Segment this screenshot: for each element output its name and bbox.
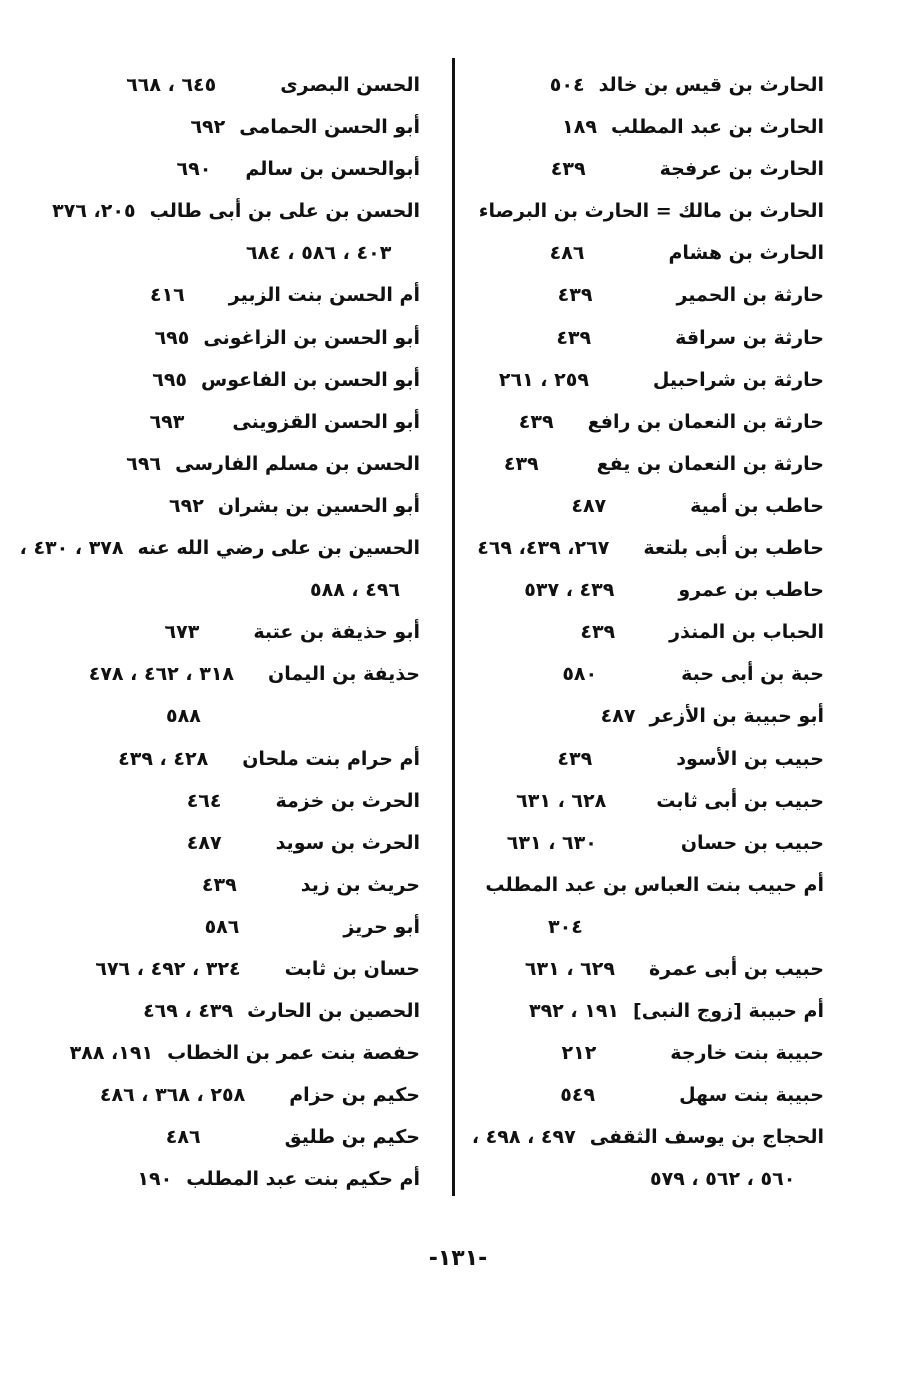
index-entry [462, 738, 824, 780]
entry-pages: ٤٨٦ [165, 1126, 201, 1149]
index-entry [70, 401, 420, 443]
entry-name: الحجاج بن يوسف الثقفى [589, 1126, 824, 1149]
entry-name: أم حرام بنت ملحان [242, 747, 420, 770]
entry-pages: ٤٣٩ [557, 284, 593, 307]
index-entry [462, 948, 824, 990]
left-index-column [19, 64, 420, 1201]
entry-name: حبيبة بنت خارجة [670, 1042, 824, 1065]
index-entry [462, 906, 824, 948]
index-entry [462, 864, 824, 906]
entry-name: حاطب بن أمية [690, 494, 824, 517]
index-entry [462, 190, 824, 232]
index-entry [70, 569, 420, 611]
index-entry [462, 1158, 824, 1200]
index-entry [70, 485, 420, 527]
index-entry [462, 1074, 824, 1116]
index-entry [462, 569, 824, 611]
index-entry [462, 990, 824, 1032]
index-entry [462, 1116, 824, 1158]
entry-name: حكيم بن حزام [289, 1084, 420, 1107]
entry-pages: ٦٣٠ ، ٦٣١ [506, 831, 597, 854]
index-entry [462, 106, 824, 148]
entry-pages: ٤١٦ [149, 284, 185, 307]
entry-pages: ٤٦٤ [186, 789, 222, 812]
entry-name: الحرث بن خزمة [275, 789, 420, 812]
index-entry [462, 317, 824, 359]
index-entry [70, 1032, 420, 1074]
index-entry [70, 443, 420, 485]
index-entry [70, 738, 420, 780]
entry-name: الحارث بن عبد المطلب [610, 116, 824, 139]
entry-pages: ٥٠٤ [549, 74, 585, 96]
entry-name: حبيب بن الأسود [676, 747, 824, 770]
entry-name: حبيب بن أبى ثابت [656, 789, 824, 812]
entry-pages: ٦٩٢ [169, 494, 204, 517]
entry-name: الحسن بن مسلم الفارسى [175, 452, 420, 475]
index-entry [462, 527, 824, 569]
entry-name: حارثة بن سراقة [675, 326, 824, 349]
index-entry [52, 190, 420, 232]
entry-pages: ١٩١ ، ٣٩٢ [528, 1000, 620, 1023]
column-divider [452, 58, 455, 1196]
entry-pages: ٤٣٩ [556, 326, 592, 349]
entry-pages: ٣٢٤ ، ٤٩٢ ، ٦٧٦ [95, 957, 241, 980]
entry-name: حسان بن ثابت [284, 957, 420, 980]
entry-name: الحارث بن مالك = الحارث بن البرصاء [478, 200, 824, 223]
entry-pages: ٦٩٥ [154, 326, 190, 349]
index-entry [70, 822, 420, 864]
entry-name: حاطب بن عمرو [678, 579, 824, 602]
index-entry [462, 822, 824, 864]
entry-pages: ٤٨٧ [600, 705, 636, 728]
entry-name: حريث بن زيد [300, 873, 420, 896]
entry-pages: ١٨٩ [562, 116, 597, 139]
entry-pages: ٢٥٩ ، ٢٦١ [498, 368, 589, 391]
entry-pages: ٢٥٨ ، ٣٦٨ ، ٤٨٦ [99, 1084, 246, 1107]
entry-pages: ١٩٠ [137, 1168, 173, 1191]
index-entry [70, 1158, 420, 1200]
index-entry [70, 948, 420, 990]
index-entry [70, 317, 420, 359]
entry-name: حبيبة بنت سهل [679, 1084, 824, 1107]
index-entry [70, 232, 420, 274]
entry-pages: ٦٢٨ ، ٦٣١ [516, 789, 607, 812]
entry-name: الحارث بن قيس بن خالد [598, 74, 824, 96]
entry-name: حذيفة بن اليمان [268, 663, 420, 686]
entry-name: أبو حبيبة بن الأزعر [649, 705, 824, 728]
entry-name: حبيب بن أبى عمرة [648, 957, 824, 980]
entry-pages: ٦٩٥ [152, 368, 188, 391]
entry-pages: ٤٣٩ [518, 410, 554, 433]
index-entry [70, 1074, 420, 1116]
entry-pages: ٢٠٥، ٣٧٦ [52, 200, 136, 223]
index-entry [462, 148, 824, 190]
entry-pages: ٣١٨ ، ٤٦٢ ، ٤٧٨ [88, 663, 235, 686]
entry-pages: ٤٨٦ [549, 242, 585, 265]
entry-name: أم حبيبة [زوج النبى] [633, 1000, 824, 1023]
entry-name: الحارث بن عرفجة [659, 158, 824, 181]
index-entry [462, 232, 824, 274]
entry-pages: ٣٠٤ [548, 915, 583, 938]
entry-name: الحرث بن سويد [275, 831, 420, 854]
entry-pages: ٦٩٦ [126, 452, 162, 475]
entry-name: أبو الحسن بن الزاغونى [203, 326, 420, 349]
entry-name: أبو حريز [343, 915, 420, 938]
entry-pages: ٥٦٠ ، ٥٦٢ ، ٥٧٩ [650, 1168, 796, 1191]
entry-name: حبة بن أبى حبة [681, 663, 824, 686]
entry-name: حارثة بن النعمان بن رافع [587, 410, 824, 433]
entry-name: أبوالحسن بن سالم [245, 158, 420, 181]
index-entry [70, 359, 420, 401]
entry-pages: ٤٣٩ ، ٥٣٧ [524, 579, 615, 602]
entry-pages: ٦٢٩ ، ٦٣١ [524, 957, 615, 980]
index-entry [462, 274, 824, 316]
index-entry [70, 653, 420, 695]
entry-pages: ٦٩٣ [149, 410, 185, 433]
index-entry [462, 64, 824, 106]
entry-pages: ٣٧٨ ، ٤٣٠ ، [19, 537, 124, 560]
index-entry [70, 1116, 420, 1158]
entry-pages: ٤٣٩ [550, 158, 586, 181]
entry-pages: ٥٤٩ [560, 1084, 596, 1107]
entry-pages: ٥٨٠ [562, 663, 598, 686]
index-entry [70, 695, 420, 737]
entry-pages: ٤٣٩ [201, 873, 237, 896]
entry-name: أم حبيب بنت العباس بن عبد المطلب [485, 873, 824, 896]
entry-pages: ٦٤٥ ، ٦٦٨ [126, 74, 217, 96]
index-entry [462, 695, 824, 737]
entry-pages: ٢١٢ [561, 1042, 597, 1065]
entry-pages: ٤٨٧ [571, 494, 607, 517]
right-index-column [462, 64, 824, 1201]
index-entry [462, 443, 824, 485]
index-entry [70, 990, 420, 1032]
entry-name: الحباب بن المنذر [669, 621, 824, 644]
entry-name: الحسن البصرى [280, 74, 420, 96]
entry-pages: ٥٨٦ [204, 915, 240, 938]
entry-name: حاطب بن أبى بلتعة [643, 537, 824, 560]
entry-name: حفصة بنت عمر بن الخطاب [167, 1042, 420, 1065]
entry-name: الحصين بن الحارث [247, 1000, 420, 1023]
index-entry [462, 401, 824, 443]
entry-pages: ٦٩٠ [176, 158, 212, 181]
entry-pages: ٤٩٦ ، ٥٨٨ [310, 579, 401, 602]
index-entry [462, 653, 824, 695]
entry-name: حارثة بن النعمان بن يفع [596, 452, 824, 475]
entry-name: أبو حذيفة بن عتبة [253, 621, 420, 644]
index-entry [70, 64, 420, 106]
index-entry [462, 485, 824, 527]
index-entry [70, 148, 420, 190]
entry-name: أبو الحسن القزوينى [232, 410, 420, 433]
index-entry [70, 274, 420, 316]
entry-name: أم حكيم بنت عبد المطلب [186, 1168, 420, 1191]
index-entry [70, 106, 420, 148]
page-number: -١٣١- [428, 1246, 488, 1271]
entry-name: الحسين بن على رضي الله عنه [137, 537, 420, 560]
entry-name: أبو الحسن الحمامى [239, 116, 420, 139]
entry-pages: ٤٩٧ ، ٤٩٨ ، [471, 1126, 576, 1149]
entry-pages: ٥٨٨ [166, 705, 201, 728]
entry-pages: ٦٧٣ [164, 621, 200, 644]
entry-pages: ٤٣٩ [503, 452, 539, 475]
entry-name: أبو الحسين بن بشران [217, 494, 420, 517]
index-entry [70, 906, 420, 948]
entry-name: أبو الحسن بن الفاعوس [201, 368, 420, 391]
entry-pages: ٤٣٩ [580, 621, 616, 644]
entry-pages: ١٩١، ٣٨٨ [69, 1042, 154, 1065]
index-entry [70, 864, 420, 906]
entry-pages: ٢٦٧، ٤٣٩، ٤٦٩ [477, 537, 610, 560]
entry-name: حبيب بن حسان [680, 831, 824, 854]
index-entry [70, 611, 420, 653]
entry-pages: ٤٨٧ [186, 831, 222, 854]
entry-name: أم الحسن بنت الزبير [228, 284, 420, 307]
index-entry [70, 780, 420, 822]
entry-name: حارثة بن الحمير [676, 284, 824, 307]
entry-name: الحارث بن هشام [668, 242, 824, 265]
entry-name: حارثة بن شراحبيل [652, 368, 824, 391]
entry-pages: ٦٩٢ [190, 116, 226, 139]
entry-pages: ٤٣٩ ، ٤٦٩ [143, 1000, 234, 1023]
index-entry [462, 780, 824, 822]
index-entry [462, 359, 824, 401]
entry-pages: ٤٢٨ ، ٤٣٩ [118, 747, 209, 770]
entry-pages: ٤٣٩ [557, 747, 593, 770]
index-entry [19, 527, 420, 569]
entry-name: حكيم بن طليق [284, 1126, 420, 1149]
index-entry [462, 1032, 824, 1074]
entry-name: الحسن بن على بن أبى طالب [149, 200, 420, 223]
index-entry [462, 611, 824, 653]
entry-pages: ٤٠٣ ، ٥٨٦ ، ٦٨٤ [246, 242, 392, 265]
